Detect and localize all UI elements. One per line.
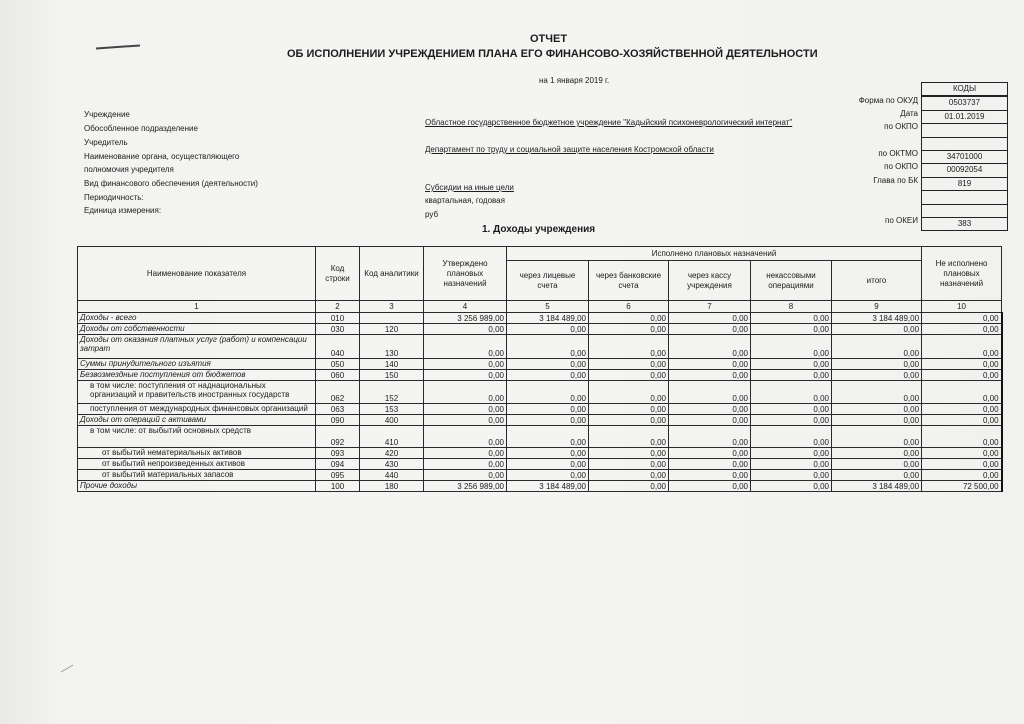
row-value-not-exec: 0,00: [922, 370, 1002, 381]
row-code: 100: [316, 481, 360, 492]
row-value-personal: 0,00: [507, 426, 589, 448]
row-value-cash: 0,00: [669, 324, 751, 335]
income-table: [77, 246, 1003, 492]
row-value-personal: 0,00: [507, 381, 589, 404]
row-value-bank: 0,00: [589, 404, 669, 415]
row-value-noncash: 0,00: [751, 313, 832, 324]
row-value-not-exec: 0,00: [922, 313, 1002, 324]
th-analytic-code: Код аналитики: [360, 247, 424, 301]
row-value-total: 0,00: [832, 381, 922, 404]
row-value-not-exec: 0,00: [922, 415, 1002, 426]
table-row: [78, 335, 1002, 359]
label-okei: по ОКЕИ: [885, 216, 918, 225]
row-name: Прочие доходы: [78, 481, 316, 492]
row-value-noncash: 0,00: [751, 335, 832, 359]
row-code: 095: [316, 470, 360, 481]
code-date: 01.01.2019: [922, 111, 1007, 124]
value-institution: Областное государственное бюджетное учреждение "Кадыйский психоневрологический интернат": [425, 118, 793, 127]
row-value-total: 0,00: [832, 404, 922, 415]
col-number: 2: [316, 301, 360, 313]
row-analytic-code: 180: [360, 481, 424, 492]
code-oktmo: 34701000: [922, 151, 1007, 164]
row-value-bank: 0,00: [589, 459, 669, 470]
label-periodicity: Периодичность:: [84, 193, 144, 202]
row-value-not-exec: 0,00: [922, 324, 1002, 335]
label-authority-2: полномочия учредителя: [84, 165, 174, 174]
row-code: 030: [316, 324, 360, 335]
row-value-cash: 0,00: [669, 335, 751, 359]
row-value-cash: 0,00: [669, 459, 751, 470]
row-value-not-exec: 0,00: [922, 335, 1002, 359]
row-value-personal: 0,00: [507, 470, 589, 481]
row-value-noncash: 0,00: [751, 459, 832, 470]
row-value-approved: 3 256 989,00: [424, 313, 507, 324]
row-code: 010: [316, 313, 360, 324]
row-analytic-code: 420: [360, 448, 424, 459]
row-value-noncash: 0,00: [751, 324, 832, 335]
row-value-personal: 0,00: [507, 415, 589, 426]
label-oktmo: по ОКТМО: [878, 149, 918, 158]
row-value-personal: 0,00: [507, 448, 589, 459]
row-value-total: 0,00: [832, 448, 922, 459]
row-code: 092: [316, 426, 360, 448]
row-value-total: 3 184 489,00: [832, 313, 922, 324]
row-analytic-code: 120: [360, 324, 424, 335]
th-personal: через лицевые счета: [507, 261, 589, 301]
row-value-total: 3 184 489,00: [832, 481, 922, 492]
row-value-total: 0,00: [832, 359, 922, 370]
row-analytic-code: 140: [360, 359, 424, 370]
row-value-personal: 0,00: [507, 370, 589, 381]
row-value-cash: 0,00: [669, 381, 751, 404]
row-code: 063: [316, 404, 360, 415]
row-value-bank: 0,00: [589, 470, 669, 481]
row-value-noncash: 0,00: [751, 426, 832, 448]
row-name: Суммы принудительного изъятия: [78, 359, 316, 370]
row-name: Безвозмездные поступления от бюджетов: [78, 370, 316, 381]
label-institution: Учреждение: [84, 110, 130, 119]
row-value-not-exec: 0,00: [922, 470, 1002, 481]
code-okei: 383: [957, 218, 972, 228]
label-funding: Вид финансового обеспечения (деятельности): [84, 179, 258, 188]
row-value-bank: 0,00: [589, 448, 669, 459]
col-number: 3: [360, 301, 424, 313]
col-number: 9: [832, 301, 922, 313]
row-value-bank: 0,00: [589, 313, 669, 324]
row-value-not-exec: 0,00: [922, 381, 1002, 404]
row-value-bank: 0,00: [589, 426, 669, 448]
row-value-bank: 0,00: [589, 370, 669, 381]
col-number: 8: [751, 301, 832, 313]
label-founder: Учредитель: [84, 138, 128, 147]
value-periodicity: квартальная, годовая: [425, 196, 505, 205]
pen-mark: [96, 44, 140, 49]
row-name: от выбытий материальных запасов: [78, 470, 316, 481]
col-number: 4: [424, 301, 507, 313]
label-date-code: Дата: [900, 109, 918, 118]
row-value-approved: 0,00: [424, 470, 507, 481]
report-title: ОТЧЕТ: [530, 33, 568, 45]
table-row: [78, 404, 1002, 415]
label-okpo-1: по ОКПО: [884, 122, 918, 131]
row-value-cash: 0,00: [669, 481, 751, 492]
row-name: Доходы от собственности: [78, 324, 316, 335]
table-row: [78, 470, 1002, 481]
table-row: [78, 481, 1002, 492]
row-value-not-exec: 0,00: [922, 448, 1002, 459]
code-okpo-1: [922, 124, 1007, 137]
row-value-bank: 0,00: [589, 415, 669, 426]
table-row: [78, 415, 1002, 426]
label-okud: Форма по ОКУД: [858, 96, 918, 105]
row-value-noncash: 0,00: [751, 415, 832, 426]
row-code: 093: [316, 448, 360, 459]
row-value-personal: 0,00: [507, 459, 589, 470]
row-value-not-exec: 0,00: [922, 404, 1002, 415]
row-value-approved: 3 256 989,00: [424, 481, 507, 492]
col-number: 1: [78, 301, 316, 313]
row-value-total: 0,00: [832, 426, 922, 448]
row-code: 050: [316, 359, 360, 370]
label-bk: Глава по БК: [873, 176, 918, 185]
th-name: Наименование показателя: [78, 247, 316, 301]
row-value-approved: 0,00: [424, 335, 507, 359]
label-unit: Единица измерения:: [84, 206, 162, 215]
col-number: 5: [507, 301, 589, 313]
value-unit: руб: [425, 210, 439, 219]
code-blank-2: [922, 191, 1007, 204]
th-approved: Утверждено плановых назначений: [424, 247, 507, 301]
th-bank: через банковские счета: [589, 261, 669, 301]
section-title: 1. Доходы учреждения: [482, 224, 596, 235]
row-value-noncash: 0,00: [751, 404, 832, 415]
label-division: Обособленное подразделение: [84, 124, 198, 133]
row-value-approved: 0,00: [424, 370, 507, 381]
col-number: 7: [669, 301, 751, 313]
table-row: [78, 359, 1002, 370]
row-value-personal: 0,00: [507, 359, 589, 370]
row-value-approved: 0,00: [424, 381, 507, 404]
row-value-personal: 0,00: [507, 404, 589, 415]
col-number: 6: [589, 301, 669, 313]
row-value-total: 0,00: [832, 335, 922, 359]
row-value-cash: 0,00: [669, 470, 751, 481]
row-value-approved: 0,00: [424, 324, 507, 335]
row-analytic-code: 130: [360, 335, 424, 359]
th-not-executed: Не исполнено плановых назначений: [922, 247, 1002, 301]
row-value-total: 0,00: [832, 459, 922, 470]
table-row: [78, 324, 1002, 335]
code-blank-1: [922, 138, 1007, 151]
row-value-noncash: 0,00: [751, 448, 832, 459]
code-okud: 0503737: [922, 97, 1007, 110]
row-value-bank: 0,00: [589, 381, 669, 404]
row-code: 094: [316, 459, 360, 470]
row-code: 090: [316, 415, 360, 426]
row-value-approved: 0,00: [424, 415, 507, 426]
row-value-approved: 0,00: [424, 448, 507, 459]
row-value-approved: 0,00: [424, 359, 507, 370]
row-code: 062: [316, 381, 360, 404]
th-row-code: Код строки: [316, 247, 360, 301]
row-analytic-code: 153: [360, 404, 424, 415]
row-name: от выбытий нематериальных активов: [78, 448, 316, 459]
row-analytic-code: 152: [360, 381, 424, 404]
th-total: итого: [832, 261, 922, 301]
table-row: [78, 370, 1002, 381]
row-name: Доходы от оказания платных услуг (работ) и компенсации затрат: [78, 335, 316, 359]
row-value-cash: 0,00: [669, 426, 751, 448]
row-value-noncash: 0,00: [751, 359, 832, 370]
th-noncash: некассовыми операциями: [751, 261, 832, 301]
row-code: 060: [316, 370, 360, 381]
row-value-approved: 0,00: [424, 459, 507, 470]
row-name: поступления от международных финансовых организаций: [78, 404, 316, 415]
row-analytic-code: 430: [360, 459, 424, 470]
row-name: в том числе: поступления от наднациональных организаций и правительств иностранных государств: [78, 381, 316, 404]
row-value-personal: 0,00: [507, 335, 589, 359]
row-analytic-code: 400: [360, 415, 424, 426]
row-value-personal: 3 184 489,00: [507, 313, 589, 324]
row-value-cash: 0,00: [669, 415, 751, 426]
row-value-not-exec: 0,00: [922, 426, 1002, 448]
row-value-approved: 0,00: [424, 404, 507, 415]
label-okpo-2: по ОКПО: [884, 162, 918, 171]
row-value-total: 0,00: [832, 324, 922, 335]
codes-header: КОДЫ: [922, 83, 1007, 97]
row-value-noncash: 0,00: [751, 370, 832, 381]
row-name: Доходы от операций с активами: [78, 415, 316, 426]
row-value-bank: 0,00: [589, 335, 669, 359]
row-value-not-exec: 0,00: [922, 459, 1002, 470]
row-code: 040: [316, 335, 360, 359]
th-executed: Исполнено плановых назначений: [507, 247, 922, 261]
row-value-cash: 0,00: [669, 448, 751, 459]
code-blank-3: [922, 205, 1007, 218]
row-value-cash: 0,00: [669, 313, 751, 324]
table-row: [78, 313, 1002, 324]
code-okpo-2: 00092054: [922, 164, 1007, 177]
row-value-not-exec: 72 500,00: [922, 481, 1002, 492]
row-value-bank: 0,00: [589, 481, 669, 492]
row-value-cash: 0,00: [669, 370, 751, 381]
table-row: [78, 459, 1002, 470]
pen-scribble: [61, 665, 74, 673]
row-analytic-code: 410: [360, 426, 424, 448]
row-value-cash: 0,00: [669, 404, 751, 415]
row-analytic-code: [360, 313, 424, 324]
row-name: в том числе: от выбытий основных средств: [78, 426, 316, 448]
th-cash: через кассу учреждения: [669, 261, 751, 301]
row-value-personal: 3 184 489,00: [507, 481, 589, 492]
row-value-total: 0,00: [832, 415, 922, 426]
row-value-bank: 0,00: [589, 324, 669, 335]
report-subtitle: ОБ ИСПОЛНЕНИИ УЧРЕЖДЕНИЕМ ПЛАНА ЕГО ФИНАНСОВО-ХОЗЯЙСТВЕННОЙ ДЕЯТЕЛЬНОСТИ: [287, 48, 818, 60]
value-funding: Субсидии на иные цели: [425, 183, 514, 192]
row-analytic-code: 150: [360, 370, 424, 381]
row-value-total: 0,00: [832, 470, 922, 481]
row-value-approved: 0,00: [424, 426, 507, 448]
col-number: 10: [922, 301, 1002, 313]
row-value-total: 0,00: [832, 370, 922, 381]
row-name: Доходы - всего: [78, 313, 316, 324]
code-bk: 819: [922, 178, 1007, 191]
row-name: от выбытий непроизведенных активов: [78, 459, 316, 470]
report-date: на 1 января 2019 г.: [539, 76, 610, 85]
table-row: [78, 448, 1002, 459]
row-value-bank: 0,00: [589, 359, 669, 370]
row-value-noncash: 0,00: [751, 381, 832, 404]
codes-box: [921, 82, 1008, 231]
table-row: [78, 381, 1002, 404]
row-value-not-exec: 0,00: [922, 359, 1002, 370]
row-value-noncash: 0,00: [751, 470, 832, 481]
table-row: [78, 426, 1002, 448]
value-authority: Департамент по труду и социальной защите населения Костромской области: [425, 145, 714, 154]
row-value-noncash: 0,00: [751, 481, 832, 492]
row-value-cash: 0,00: [669, 359, 751, 370]
row-value-personal: 0,00: [507, 324, 589, 335]
row-analytic-code: 440: [360, 470, 424, 481]
label-authority-1: Наименование органа, осуществляющего: [84, 152, 240, 161]
